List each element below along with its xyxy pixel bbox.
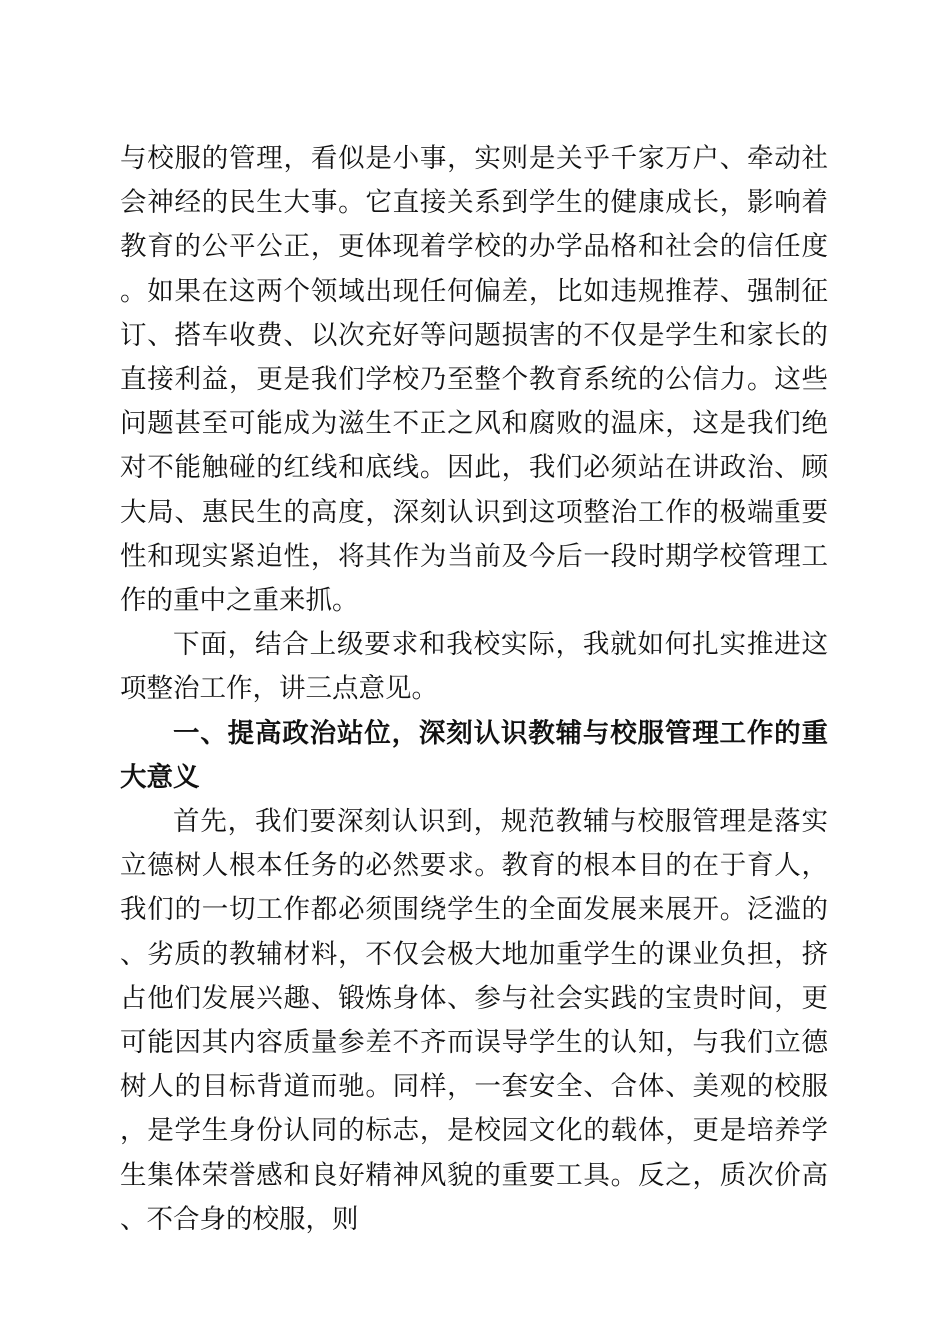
- section-heading: 一、提高政治站位，深刻认识教辅与校服管理工作的重大意义: [120, 717, 828, 793]
- paragraph-continuation: 与校服的管理，看似是小事，实则是关乎千家万户、牵动社会神经的民生大事。它直接关系到学生的健康成长，影响着教育的公平公正，更体现着学校的办学品格和社会的信任度。如果在这两个领域出现任何偏差，比如违规推荐、强制征订、搭车收费、以次充好等问题损害的不仅是学生和家长的直接利益，更是我们学校乃至整个教育系统的公信力。这些问题甚至可能成为滋生不正之风和腐败的温床，这是我们绝对不能触碰的红线和底线。因此，我们必须站在讲政治、顾大局、惠民生的高度，深刻认识到这项整治工作的极端重要性和现实紧迫性，将其作为当前及今后一段时期学校管理工作的重中之重来抓。: [120, 143, 828, 617]
- document-body: [120, 137, 828, 1242]
- paragraph-body: 首先，我们要深刻认识到，规范教辅与校服管理是落实立德树人根本任务的必然要求。教育的根本目的在于育人，我们的一切工作都必须围绕学生的全面发展来展开。泛滥的、劣质的教辅材料，不仅会极大地加重学生的课业负担，挤占他们发展兴趣、锻炼身体、参与社会实践的宝贵时间，更可能因其内容质量参差不齐而误导学生的认知，与我们立德树人的目标背道而驰。同样，一套安全、合体、美观的校服，是学生身份认同的标志，是校园文化的载体，更是培养学生集体荣誉感和良好精神风貌的重要工具。反之，质次价高、不合身的校服，则: [120, 806, 828, 1235]
- paragraph-intro: 下面，结合上级要求和我校实际，我就如何扎实推进这项整治工作，讲三点意见。: [120, 629, 828, 705]
